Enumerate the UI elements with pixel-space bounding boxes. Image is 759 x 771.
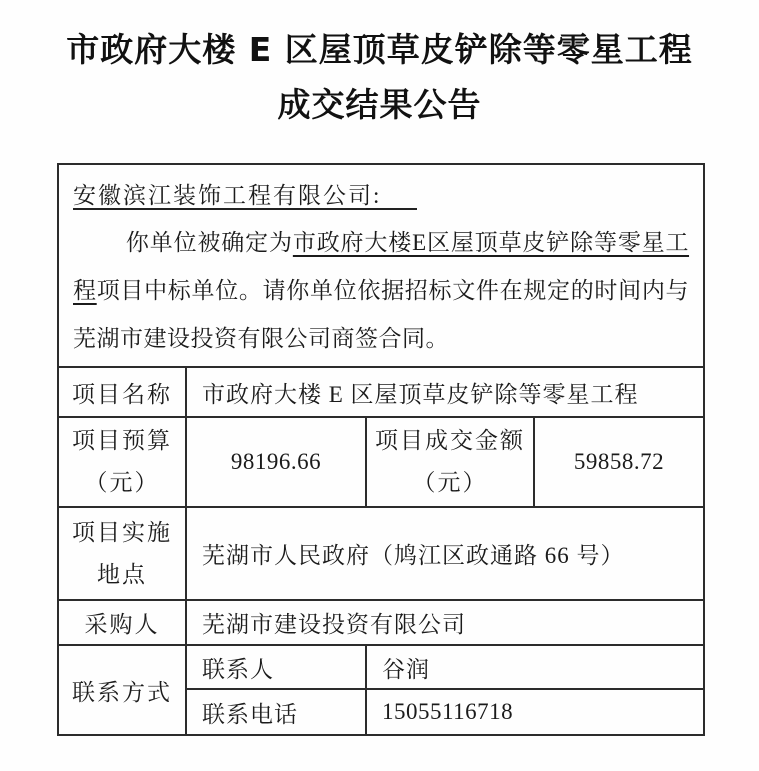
announcement-table [57, 163, 705, 736]
location-label-line2: 地点 [97, 561, 147, 587]
contact-person-value: 谷润 [366, 645, 704, 689]
deal-amount-label-line1: 项目成交金额 [375, 428, 525, 453]
purchaser-row [58, 600, 704, 645]
notice-cell [58, 164, 704, 367]
purchaser-value: 芜湖市建设投资有限公司 [186, 600, 704, 645]
addressee-name: 安徽滨江装饰工程有限公司: [73, 183, 417, 210]
budget-label [58, 417, 186, 507]
notice-project-name-underlined: 市政府大楼E区屋顶草皮铲除等零星工程 [73, 230, 690, 303]
location-label-line1: 项目实施 [72, 519, 172, 545]
contact-label: 联系方式 [58, 645, 186, 735]
notice-paragraph [73, 219, 689, 363]
location-label [58, 507, 186, 600]
deal-amount-value: 59858.72 [534, 417, 704, 507]
purchaser-label: 采购人 [58, 600, 186, 645]
contact-person-row [58, 645, 704, 689]
project-name-row [58, 367, 704, 417]
budget-label-line1: 项目预算 [72, 428, 172, 453]
deal-amount-label-line2: （元） [412, 470, 488, 495]
project-name-label: 项目名称 [58, 367, 186, 417]
budget-value: 98196.66 [186, 417, 366, 507]
contact-phone-label: 联系电话 [186, 689, 366, 735]
notice-row [58, 164, 704, 367]
notice-text-suffix: 项目中标单位。请你单位依据招标文件在规定的时间内与芜湖市建设投资有限公司商签合同。 [73, 278, 690, 351]
contact-phone-value: 15055116718 [366, 689, 704, 735]
deal-amount-label [366, 417, 534, 507]
page-title-line1: 市政府大楼 E 区屋顶草皮铲除等零星工程 [66, 30, 693, 69]
location-row [58, 507, 704, 600]
notice-text-prefix: 你单位被确定为 [125, 230, 293, 255]
page-title-line2: 成交结果公告 [277, 85, 482, 124]
budget-label-line2: （元） [84, 470, 160, 495]
project-name-value: 市政府大楼 E 区屋顶草皮铲除等零星工程 [186, 367, 704, 417]
budget-row [58, 417, 704, 507]
contact-person-label: 联系人 [186, 645, 366, 689]
page-title [0, 22, 759, 132]
location-value: 芜湖市人民政府（鸠江区政通路 66 号） [186, 507, 704, 600]
addressee-line [73, 173, 689, 219]
